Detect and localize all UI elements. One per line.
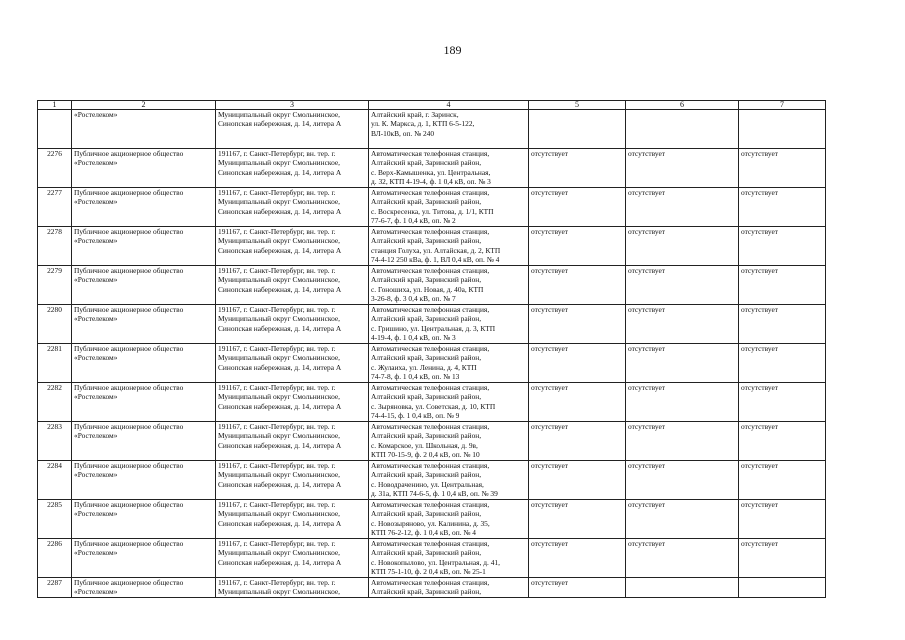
address-cell: 191167, г. Санкт-Петербург, вн. тер. г. Муниципальный округ Смольнинское, Синопская набережная, д. 14, литера А [216,461,369,500]
column-7-cell [739,578,826,598]
column-7-cell: отсутствует [739,461,826,500]
row-number [38,110,72,149]
row-number: 2280 [38,305,72,344]
owner-cell: Публичное акционерное общество «Ростелеком» [72,461,216,500]
column-5-cell: отсутствует [529,344,626,383]
registry-table [37,100,826,598]
location-cell: Автоматическая телефонная станция, Алтайский край, Заринский район, с. Верх-Камышенка, ул. Центральная, д. 32, КТП 4-19-4, ф. 1 0,4 кВ, оп. № 3 [369,149,529,188]
column-5-cell: отсутствует [529,188,626,227]
table-row [38,539,826,578]
column-header-2: 2 [72,101,216,110]
column-6-cell: отсутствует [626,539,739,578]
table-row [38,266,826,305]
address-cell: 191167, г. Санкт-Петербург, вн. тер. г. Муниципальный округ Смольнинское, Синопская набережная, д. 14, литера А [216,539,369,578]
column-5-cell: отсутствует [529,500,626,539]
location-cell: Автоматическая телефонная станция, Алтайский край, Заринский район, с. Новодраченино, ул. Центральная, д. 31а, КТП 74-6-5, ф. 1 0,4 кВ, оп. № 39 [369,461,529,500]
row-number: 2286 [38,539,72,578]
column-6-cell: отсутствует [626,422,739,461]
address-cell: 191167, г. Санкт-Петербург, вн. тер. г. Муниципальный округ Смольнинское, Синопская набережная, д. 14, литера А [216,383,369,422]
owner-cell: Публичное акционерное общество «Ростелеком» [72,188,216,227]
column-7-cell: отсутствует [739,188,826,227]
location-cell: Автоматическая телефонная станция, Алтайский край, Заринский район, с. Воскресенка, ул. Титова, д. 1/1, КТП 77-6-7, ф. 1 0,4 кВ, оп. № 2 [369,188,529,227]
column-6-cell: отсутствует [626,188,739,227]
owner-cell: «Ростелеком» [72,110,216,149]
column-6-cell: отсутствует [626,500,739,539]
owner-cell: Публичное акционерное общество «Ростелеком» [72,422,216,461]
column-5-cell: отсутствует [529,227,626,266]
header-row [38,101,826,110]
column-6-cell: отсутствует [626,149,739,188]
owner-cell: Публичное акционерное общество «Ростелеком» [72,344,216,383]
location-cell: Автоматическая телефонная станция, Алтайский край, Заринский район, с. Новозыряново, ул. Калинина, д. 35, КТП 76-2-12, ф. 1 0,4 кВ, оп. № 4 [369,500,529,539]
column-6-cell [626,110,739,149]
owner-cell: Публичное акционерное общество «Ростелеком» [72,227,216,266]
location-cell: Автоматическая телефонная станция, Алтайский край, Заринский район, с. Зыряновка, ул. Советская, д. 10, КТП 74-4-15, ф. 1 0,4 кВ, оп. № 9 [369,383,529,422]
column-header-3: 3 [216,101,369,110]
column-5-cell: отсутствует [529,422,626,461]
row-number: 2281 [38,344,72,383]
column-6-cell: отсутствует [626,383,739,422]
address-cell: 191167, г. Санкт-Петербург, вн. тер. г. Муниципальный округ Смольнинское, Синопская набережная, д. 14, литера А [216,188,369,227]
location-cell: Автоматическая телефонная станция, Алтайский край, Заринский район, с. Новокопылово, ул. Центральная, д. 41, КТП 75-1-10, ф. 2 0,4 кВ, оп. № 25-1 [369,539,529,578]
table-row [38,578,826,598]
owner-cell: Публичное акционерное общество «Ростелеком» [72,578,216,598]
owner-cell: Публичное акционерное общество «Ростелеком» [72,500,216,539]
column-5-cell [529,110,626,149]
address-cell: 191167, г. Санкт-Петербург, вн. тер. г. Муниципальный округ Смольнинское, [216,578,369,598]
column-7-cell: отсутствует [739,149,826,188]
column-header-1: 1 [38,101,72,110]
owner-cell: Публичное акционерное общество «Ростелеком» [72,266,216,305]
address-cell: 191167, г. Санкт-Петербург, вн. тер. г. Муниципальный округ Смольнинское, Синопская набережная, д. 14, литера А [216,422,369,461]
row-number: 2283 [38,422,72,461]
location-cell: Автоматическая телефонная станция, Алтайский край, Заринский район, станция Голуха, ул. Алтайская, д. 2, КТП 74-4-12 250 кВа, ф. 1, ВЛ 0,4 кВ, оп. № 4 [369,227,529,266]
address-cell: 191167, г. Санкт-Петербург, вн. тер. г. Муниципальный округ Смольнинское, Синопская набережная, д. 14, литера А [216,266,369,305]
location-cell: Автоматическая телефонная станция, Алтайский край, Заринский район, [369,578,529,598]
column-header-4: 4 [369,101,529,110]
column-7-cell: отсутствует [739,383,826,422]
address-cell: 191167, г. Санкт-Петербург, вн. тер. г. Муниципальный округ Смольнинское, Синопская набережная, д. 14, литера А [216,500,369,539]
table-row [38,149,826,188]
owner-cell: Публичное акционерное общество «Ростелеком» [72,149,216,188]
table-row [38,227,826,266]
column-7-cell: отсутствует [739,305,826,344]
column-5-cell: отсутствует [529,461,626,500]
column-6-cell: отсутствует [626,305,739,344]
table-row-continuation [38,110,826,149]
column-7-cell: отсутствует [739,344,826,383]
row-number: 2279 [38,266,72,305]
column-header-5: 5 [529,101,626,110]
column-7-cell: отсутствует [739,227,826,266]
column-7-cell: отсутствует [739,266,826,305]
location-cell: Автоматическая телефонная станция, Алтайский край, Заринский район, с. Гоношиха, ул. Новая, д. 40а, КТП 3-26-8, ф. 3 0,4 кВ, оп. № 7 [369,266,529,305]
column-6-cell [626,578,739,598]
row-number: 2278 [38,227,72,266]
table-row [38,305,826,344]
table-row [38,500,826,539]
row-number: 2276 [38,149,72,188]
row-number: 2287 [38,578,72,598]
location-cell: Автоматическая телефонная станция, Алтайский край, Заринский район, с. Жулаиха, ул. Ленина, д. 4, КТП 74-7-8, ф. 1 0,4 кВ, оп. № 13 [369,344,529,383]
location-cell: Алтайский край, г. Заринск, ул. К. Маркса, д. 1, КТП 6-5-122, ВЛ-10кВ, оп. № 240 [369,110,529,149]
column-7-cell: отсутствует [739,422,826,461]
table-row [38,383,826,422]
column-5-cell: отсутствует [529,266,626,305]
column-5-cell: отсутствует [529,149,626,188]
owner-cell: Публичное акционерное общество «Ростелеком» [72,383,216,422]
table-row [38,188,826,227]
page-number: 189 [443,43,462,57]
address-cell: 191167, г. Санкт-Петербург, вн. тер. г. Муниципальный округ Смольнинское, Синопская набережная, д. 14, литера А [216,149,369,188]
column-5-cell: отсутствует [529,305,626,344]
row-number: 2282 [38,383,72,422]
column-6-cell: отсутствует [626,266,739,305]
row-number: 2277 [38,188,72,227]
column-6-cell: отсутствует [626,461,739,500]
column-header-6: 6 [626,101,739,110]
column-6-cell: отсутствует [626,227,739,266]
table-row [38,422,826,461]
owner-cell: Публичное акционерное общество «Ростелеком» [72,305,216,344]
address-cell: 191167, г. Санкт-Петербург, вн. тер. г. Муниципальный округ Смольнинское, Синопская набережная, д. 14, литера А [216,344,369,383]
column-6-cell: отсутствует [626,344,739,383]
location-cell: Автоматическая телефонная станция, Алтайский край, Заринский район, с. Гришино, ул. Центральная, д. 3, КТП 4-19-4, ф. 1 0,4 кВ, оп. № 3 [369,305,529,344]
row-number: 2285 [38,500,72,539]
address-cell: 191167, г. Санкт-Петербург, вн. тер. г. Муниципальный округ Смольнинское, Синопская набережная, д. 14, литера А [216,305,369,344]
column-5-cell: отсутствует [529,383,626,422]
column-header-7: 7 [739,101,826,110]
address-cell: Муниципальный округ Смольнинское, Синопская набережная, д. 14, литера А [216,110,369,149]
row-number: 2284 [38,461,72,500]
location-cell: Автоматическая телефонная станция, Алтайский край, Заринский район, с. Комарское, ул. Школьная, д. 9в, КТП 70-15-9, ф. 2 0,4 кВ, оп. № 10 [369,422,529,461]
address-cell: 191167, г. Санкт-Петербург, вн. тер. г. Муниципальный округ Смольнинское, Синопская набережная, д. 14, литера А [216,227,369,266]
owner-cell: Публичное акционерное общество «Ростелеком» [72,539,216,578]
table-row [38,461,826,500]
column-5-cell: отсутствует [529,539,626,578]
table-row [38,344,826,383]
column-7-cell [739,110,826,149]
column-7-cell: отсутствует [739,500,826,539]
column-7-cell: отсутствует [739,539,826,578]
column-5-cell: отсутствует [529,578,626,598]
